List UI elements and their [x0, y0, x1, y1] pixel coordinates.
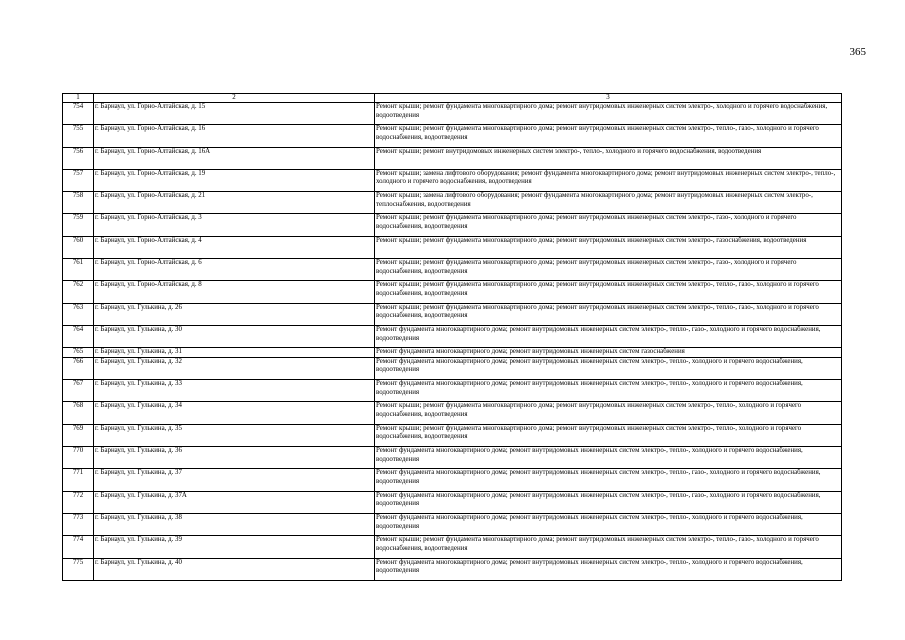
- column-header-works: 3: [375, 94, 842, 103]
- row-address: г. Барнаул, ул. Горно-Алтайская, д. 3: [94, 214, 375, 236]
- row-address: г. Барнаул, ул. Горно-Алтайская, д. 19: [94, 169, 375, 191]
- row-works: Ремонт крыши; ремонт фундамента многоквартирного дома; ремонт внутридомовых инженерных систем электро-, тепло-, газо-, холодного и горячего водоснабжения, водоотведения: [375, 303, 842, 325]
- row-number: 761: [63, 259, 94, 281]
- row-works: Ремонт крыши; ремонт фундамента многоквартирного дома; ремонт внутридомовых инженерных систем электро-, газоснабжения, водоотведения: [375, 236, 842, 258]
- row-address: г. Барнаул, ул. Горно-Алтайская, д. 16А: [94, 147, 375, 169]
- row-number: 766: [63, 357, 94, 379]
- row-address: г. Барнаул, ул. Гулькина, д. 26: [94, 303, 375, 325]
- table-row: [63, 513, 842, 535]
- table-row: [63, 380, 842, 402]
- table-row: [63, 281, 842, 303]
- column-header-address: 2: [94, 94, 375, 103]
- table-row: [63, 536, 842, 558]
- row-works: Ремонт фундамента многоквартирного дома; ремонт внутридомовых инженерных систем электро-, тепло-, холодного и горячего водоснабжения, водоотведения: [375, 380, 842, 402]
- page-number: 365: [849, 46, 866, 58]
- row-works: Ремонт крыши; ремонт внутридомовых инженерных систем электро-, тепло-, холодного и горячего водоснабжения, водоотведения: [375, 147, 842, 169]
- row-address: г. Барнаул, ул. Гулькина, д. 30: [94, 325, 375, 347]
- row-works: Ремонт фундамента многоквартирного дома; ремонт внутридомовых инженерных систем электро-, тепло-, холодного и горячего водоснабжения, водоотведения: [375, 558, 842, 580]
- row-number: 770: [63, 447, 94, 469]
- row-works: Ремонт крыши; ремонт фундамента многоквартирного дома; ремонт внутридомовых инженерных систем электро-, тепло-, газо-, холодного и горячего водоснабжения, водоотведения: [375, 125, 842, 147]
- table-row: [63, 491, 842, 513]
- table-row: [63, 103, 842, 125]
- row-number: 773: [63, 513, 94, 535]
- row-works: Ремонт крыши; замена лифтового оборудования; ремонт фундамента многоквартирного дома; ремонт внутридомовых инженерных систем электро-, теплоснабжения, водоотведения: [375, 192, 842, 214]
- row-address: г. Барнаул, ул. Гулькина, д. 39: [94, 536, 375, 558]
- table-row: [63, 303, 842, 325]
- row-number: 771: [63, 469, 94, 491]
- table-row: [63, 169, 842, 191]
- row-number: 763: [63, 303, 94, 325]
- row-number: 772: [63, 491, 94, 513]
- row-works: Ремонт крыши; ремонт фундамента многоквартирного дома; ремонт внутридомовых инженерных систем электро-, газо-, холодного и горячего водоснабжения, водоотведения: [375, 214, 842, 236]
- table-row: [63, 325, 842, 347]
- table-row: [63, 125, 842, 147]
- row-works: Ремонт фундамента многоквартирного дома; ремонт внутридомовых инженерных систем электро-, тепло-, холодного и горячего водоснабжения, водоотведения: [375, 513, 842, 535]
- row-number: 759: [63, 214, 94, 236]
- row-number: 757: [63, 169, 94, 191]
- row-works: Ремонт крыши; ремонт фундамента многоквартирного дома; ремонт внутридомовых инженерных систем электро-, тепло-, холодного и горячего водоснабжения, водоотведения: [375, 402, 842, 424]
- row-number: 775: [63, 558, 94, 580]
- row-works: Ремонт крыши; ремонт фундамента многоквартирного дома; ремонт внутридомовых инженерных систем электро-, газо-, холодного и горячего водоснабжения, водоотведения: [375, 259, 842, 281]
- column-header-number: 1: [63, 94, 94, 103]
- row-works: Ремонт крыши; ремонт фундамента многоквартирного дома; ремонт внутридомовых инженерных систем электро-, тепло-, газо-, холодного и горячего водоснабжения, водоотведения: [375, 281, 842, 303]
- row-works: Ремонт фундамента многоквартирного дома; ремонт внутридомовых инженерных систем электро-, тепло-, газо-, холодного и горячего водоснабжения, водоотведения: [375, 325, 842, 347]
- row-address: г. Барнаул, ул. Гулькина, д. 31: [94, 348, 375, 358]
- row-works: Ремонт фундамента многоквартирного дома; ремонт внутридомовых инженерных систем электро-, тепло-, газо-, холодного и горячего водоснабжения, водоотведения: [375, 491, 842, 513]
- row-number: 754: [63, 103, 94, 125]
- header-row: [63, 94, 842, 103]
- row-number: 774: [63, 536, 94, 558]
- row-address: г. Барнаул, ул. Гулькина, д. 33: [94, 380, 375, 402]
- row-address: г. Барнаул, ул. Гулькина, д. 34: [94, 402, 375, 424]
- housing-repair-table: [62, 93, 842, 581]
- table-row: [63, 424, 842, 446]
- table-row: [63, 147, 842, 169]
- row-works: Ремонт фундамента многоквартирного дома; ремонт внутридомовых инженерных систем электро-, тепло-, газо-, холодного и горячего водоснабжения, водоотведения: [375, 469, 842, 491]
- row-address: г. Барнаул, ул. Гулькина, д. 37: [94, 469, 375, 491]
- table-row: [63, 192, 842, 214]
- row-number: 755: [63, 125, 94, 147]
- row-number: 768: [63, 402, 94, 424]
- row-address: г. Барнаул, ул. Гулькина, д. 38: [94, 513, 375, 535]
- row-number: 762: [63, 281, 94, 303]
- row-number: 760: [63, 236, 94, 258]
- row-works: Ремонт крыши; замена лифтового оборудования; ремонт фундамента многоквартирного дома; ремонт внутридомовых инженерных систем электро-, тепло-, холодного и горячего водоснабжения, водоотведения: [375, 169, 842, 191]
- row-address: г. Барнаул, ул. Горно-Алтайская, д. 16: [94, 125, 375, 147]
- row-works: Ремонт крыши; ремонт фундамента многоквартирного дома; ремонт внутридомовых инженерных систем электро-, тепло-, холодного и горячего водоснабжения, водоотведения: [375, 424, 842, 446]
- row-address: г. Барнаул, ул. Горно-Алтайская, д. 6: [94, 259, 375, 281]
- row-works: Ремонт фундамента многоквартирного дома; ремонт внутридомовых инженерных систем газоснабжения: [375, 348, 842, 358]
- row-works: Ремонт крыши; ремонт фундамента многоквартирного дома; ремонт внутридомовых инженерных систем электро-, тепло-, газо-, холодного и горячего водоснабжения, водоотведения: [375, 536, 842, 558]
- row-address: г. Барнаул, ул. Гулькина, д. 36: [94, 447, 375, 469]
- row-address: г. Барнаул, ул. Гулькина, д. 40: [94, 558, 375, 580]
- table-body: [63, 103, 842, 581]
- row-works: Ремонт фундамента многоквартирного дома; ремонт внутридомовых инженерных систем электро-, тепло-, холодного и горячего водоснабжения, водоотведения: [375, 447, 842, 469]
- row-number: 756: [63, 147, 94, 169]
- row-number: 764: [63, 325, 94, 347]
- row-works: Ремонт крыши; ремонт фундамента многоквартирного дома; ремонт внутридомовых инженерных систем электро-, холодного и горячего водоснабжения, водоотведения: [375, 103, 842, 125]
- table-row: [63, 402, 842, 424]
- table-row: [63, 236, 842, 258]
- row-works: Ремонт фундамента многоквартирного дома; ремонт внутридомовых инженерных систем электро-, тепло-, холодного и горячего водоснабжения, водоотведения: [375, 357, 842, 379]
- row-number: 758: [63, 192, 94, 214]
- table-row: [63, 348, 842, 358]
- table-header: [63, 94, 842, 103]
- row-address: г. Барнаул, ул. Горно-Алтайская, д. 4: [94, 236, 375, 258]
- table-row: [63, 214, 842, 236]
- table-row: [63, 558, 842, 580]
- row-number: 767: [63, 380, 94, 402]
- row-address: г. Барнаул, ул. Горно-Алтайская, д. 21: [94, 192, 375, 214]
- row-address: г. Барнаул, ул. Горно-Алтайская, д. 15: [94, 103, 375, 125]
- table-row: [63, 259, 842, 281]
- table-row: [63, 357, 842, 379]
- row-address: г. Барнаул, ул. Гулькина, д. 37А: [94, 491, 375, 513]
- table-row: [63, 469, 842, 491]
- row-number: 765: [63, 348, 94, 358]
- row-number: 769: [63, 424, 94, 446]
- table-row: [63, 447, 842, 469]
- row-address: г. Барнаул, ул. Гулькина, д. 32: [94, 357, 375, 379]
- row-address: г. Барнаул, ул. Гулькина, д. 35: [94, 424, 375, 446]
- row-address: г. Барнаул, ул. Горно-Алтайская, д. 8: [94, 281, 375, 303]
